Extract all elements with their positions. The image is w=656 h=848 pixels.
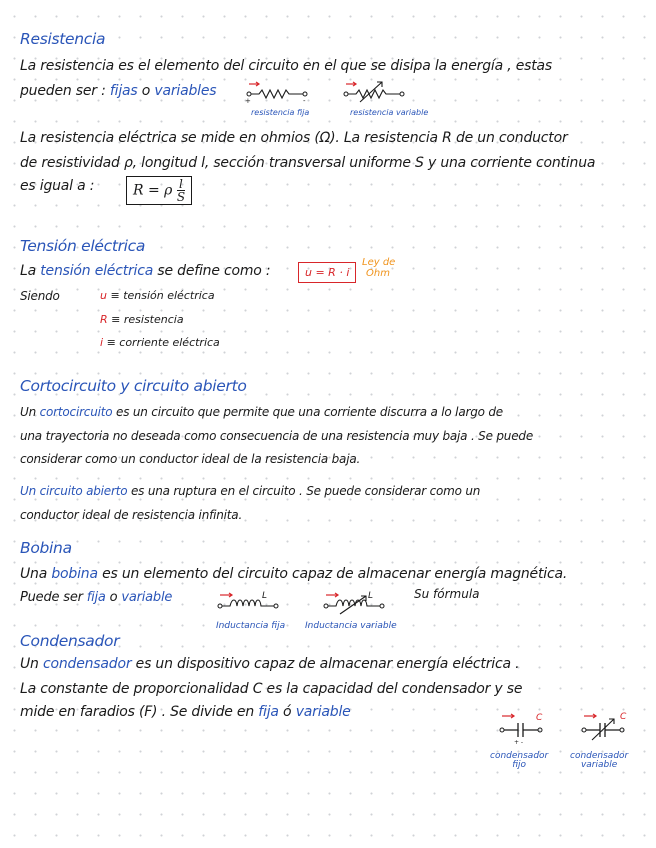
bobina-line-2: Puede ser fija o variable	[20, 590, 173, 605]
heading-cortocircuito: Cortocircuito y circuito abierto	[20, 377, 247, 395]
term-variable: variable	[121, 590, 173, 605]
caption-resistencia-fija: resistencia fija	[251, 108, 310, 117]
term-variables: variables	[154, 83, 217, 99]
svg-text:+: +	[245, 97, 251, 104]
resistencia-line-2: pueden ser : fijas o variables	[20, 83, 217, 99]
svg-text:+ -: + -	[514, 739, 524, 746]
svg-text:C: C	[620, 712, 627, 722]
inductor-variable-symbol	[322, 590, 394, 616]
resistencia-line-4: de resistividad ρ, longitud l, sección transversal uniforme S y una corriente continua	[20, 155, 596, 171]
term-cortocircuito: cortocircuito	[39, 405, 113, 419]
definition-r: R ≡ resistencia	[100, 313, 184, 326]
fraction-l-over-s: $\frac{l}{S}$	[176, 177, 186, 204]
condensador-line-3: mide en faradios (F) . Se divide en fija ó variable	[20, 704, 351, 720]
heading-resistencia: Resistencia	[20, 30, 106, 48]
heading-bobina: Bobina	[20, 539, 72, 557]
term-fija-condensador: fija	[258, 704, 279, 720]
term-circuito-abierto: circuito abierto	[39, 484, 128, 498]
term-tension-electrica: tensión eléctrica	[40, 263, 154, 279]
capacitor-variable-symbol	[580, 710, 636, 746]
caption-inductancia-fija: Inductancia fija	[216, 621, 286, 631]
caption-condensador-fijo: condensador fijo	[490, 751, 549, 771]
condensador-line-1: Un condensador es un dispositivo capaz de almacenar energía eléctrica .	[20, 656, 520, 672]
capacitor-fixed-symbol	[498, 710, 550, 746]
svg-text:L: L	[262, 591, 268, 601]
caption-inductancia-variable: Inductancia variable	[305, 621, 397, 631]
definition-u: u ≡ tensión eléctrica	[100, 289, 215, 302]
annotation-ley-de-ohm: Ley de Ohm	[362, 257, 396, 279]
resistencia-line-1: La resistencia es el elemento del circuito en el que se disipa la energía , estas	[20, 58, 552, 74]
cortocircuito-line-4: Un circuito abierto es una ruptura en el circuito . Se puede considerar como un	[20, 484, 481, 498]
caption-resistencia-variable: resistencia variable	[350, 108, 429, 117]
term-variable-condensador: variable	[295, 704, 351, 720]
term-condensador: condensador	[43, 656, 132, 672]
svg-text:C: C	[536, 713, 543, 723]
inductor-fixed-symbol	[216, 590, 288, 616]
cortocircuito-line-1: Un cortocircuito es un circuito que permite que una corriente discurra a lo largo de	[20, 405, 503, 419]
cortocircuito-line-3: considerar como un conductor ideal de la resistencia baja.	[20, 452, 361, 466]
condensador-line-2: La constante de proporcionalidad C es la capacidad del condensador y se	[20, 681, 523, 697]
formula-resistencia: R = ρ $\frac{l}{S}$	[126, 176, 192, 205]
term-bobina: bobina	[51, 566, 98, 582]
resistor-variable-symbol	[342, 80, 412, 104]
formula-ley-de-ohm: u = R · i	[298, 262, 356, 283]
svg-text:-: -	[303, 97, 306, 104]
cortocircuito-line-5: conductor ideal de resistencia infinita.	[20, 508, 243, 522]
definition-i: i ≡ corriente eléctrica	[100, 336, 220, 349]
svg-text:L: L	[368, 591, 374, 601]
term-fija: fija	[86, 590, 106, 605]
caption-condensador-variable: condensador variable	[570, 751, 629, 771]
cortocircuito-line-2: una trayectoria no deseada como consecuencia de una resistencia muy baja . Se puede	[20, 429, 533, 443]
heading-tension-electrica: Tensión eléctrica	[20, 237, 146, 255]
siendo-label: Siendo	[20, 289, 60, 303]
resistencia-line-3: La resistencia eléctrica se mide en ohmios (Ω). La resistencia R de un conductor	[20, 130, 568, 146]
heading-condensador: Condensador	[20, 632, 120, 650]
tension-line-1: La tensión eléctrica se define como :	[20, 263, 271, 279]
resistor-fixed-symbol	[245, 80, 315, 104]
su-formula: Su fórmula	[414, 587, 480, 601]
resistencia-line-5: es igual a :	[20, 178, 95, 194]
bobina-line-1: Una bobina es un elemento del circuito capaz de almacenar energía magnética.	[20, 566, 568, 582]
term-fijas: fijas	[109, 83, 138, 99]
